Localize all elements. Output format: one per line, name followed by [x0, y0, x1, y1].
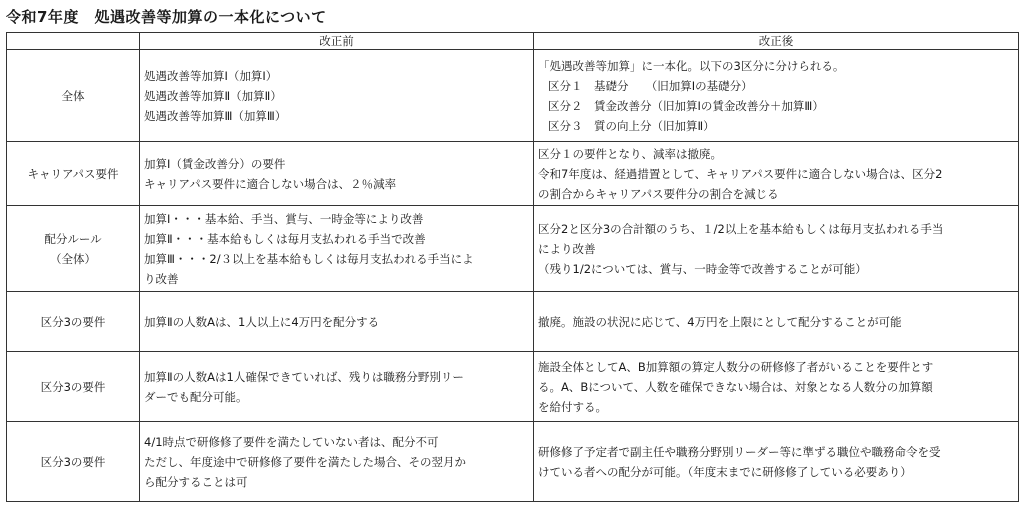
- row-label: [7, 422, 140, 502]
- cell-after: [534, 206, 1019, 292]
- header-before: 改正前: [140, 33, 534, 50]
- table-row: [7, 142, 1019, 206]
- cell-line: ら配分することは可: [144, 474, 248, 489]
- header-empty: [7, 33, 140, 50]
- table-row: [7, 292, 1019, 352]
- cell-line: る。A、Bについて、人数を確保できない場合は、対象となる人数分の加算額: [538, 379, 933, 394]
- cell-line: 施設全体としてA、B加算額の算定人数分の研修修了者がいることを要件とす: [538, 359, 934, 374]
- cell-before: [140, 352, 534, 422]
- table-row: [7, 206, 1019, 292]
- cell-line: 撤廃。施設の状況に応じて、4万円を上限にとして配分することが可能: [538, 314, 902, 329]
- cell-after: [534, 292, 1019, 352]
- row-label-line: 区分3の要件: [40, 314, 106, 329]
- cell-before: [140, 292, 534, 352]
- table-row: [7, 422, 1019, 502]
- cell-line: 加算Ⅱ・・・基本給もしくは毎月支払われる手当で改善: [144, 231, 426, 246]
- row-label: [7, 206, 140, 292]
- cell-line: 研修修了予定者で副主任や職務分野別リーダー等に準ずる職位や職務命令を受: [538, 444, 941, 459]
- cell-line: 4/1時点で研修修了要件を満たしていない者は、配分不可: [144, 434, 439, 449]
- cell-line: 加算Ⅰ・・・基本給、手当、賞与、一時金等により改善: [144, 211, 424, 226]
- cell-line: 区分２ 賃金改善分（旧加算Ⅰの賃金改善分＋加算Ⅲ）: [548, 98, 824, 113]
- cell-line: ダーでも配分可能。: [144, 389, 248, 404]
- cell-line: 「処遇改善等加算」に一本化。以下の3区分に分けられる。: [538, 58, 845, 73]
- cell-after: [534, 352, 1019, 422]
- cell-line: （残り1/2については、賞与、一時金等で改善することが可能）: [538, 261, 867, 276]
- cell-line: 加算Ⅲ・・・2/３以上を基本給もしくは毎月支払われる手当によ: [144, 251, 474, 266]
- cell-line: ただし、年度途中で研修修了要件を満たした場合、その翌月か: [144, 454, 466, 469]
- cell-line: 区分１ 基礎分 （旧加算Ⅰの基礎分）: [548, 78, 753, 93]
- cell-line: を給付する。: [538, 399, 607, 414]
- cell-line: けている者への配分が可能。（年度末までに研修修了している必要あり）: [538, 464, 912, 479]
- cell-line: 処遇改善等加算Ⅲ（加算Ⅲ）: [144, 108, 287, 123]
- row-label-line: （全体）: [50, 251, 96, 266]
- row-label-line: キャリアパス要件: [27, 166, 119, 181]
- row-label-line: 区分3の要件: [40, 379, 106, 394]
- cell-before: [140, 422, 534, 502]
- cell-line: 加算Ⅰ（賃金改善分）の要件: [144, 156, 286, 171]
- comparison-table: [6, 32, 1019, 502]
- table-row: [7, 50, 1019, 142]
- cell-line: 処遇改善等加算Ⅱ（加算Ⅱ）: [144, 88, 282, 103]
- row-label-line: 全体: [61, 88, 85, 103]
- cell-line: 処遇改善等加算Ⅰ（加算Ⅰ）: [144, 68, 278, 83]
- table-row: [7, 352, 1019, 422]
- cell-before: [140, 142, 534, 206]
- cell-line: キャリアパス要件に適合しない場合は、２％減率: [144, 176, 397, 191]
- cell-line: 区分2と区分3の合計額のうち、１/2以上を基本給もしくは毎月支払われる手当: [538, 221, 944, 236]
- cell-line: により改善: [538, 241, 596, 256]
- cell-line: 区分３ 質の向上分（旧加算Ⅱ）: [548, 118, 715, 133]
- row-label: [7, 50, 140, 142]
- cell-line: の割合からキャリアパス要件分の割合を減じる: [538, 186, 779, 201]
- cell-before: [140, 206, 534, 292]
- cell-after: [534, 422, 1019, 502]
- header-row: [7, 33, 1019, 50]
- row-label-line: 区分3の要件: [40, 454, 106, 469]
- cell-before: [140, 50, 534, 142]
- row-label: [7, 352, 140, 422]
- header-after: 改正後: [534, 33, 1019, 50]
- cell-line: 加算Ⅱの人数Aは、1人以上に4万円を配分する: [144, 314, 380, 329]
- row-label: [7, 142, 140, 206]
- cell-line: 区分１の要件となり、減率は撤廃。: [538, 146, 722, 161]
- document-title: 令和7年度 処遇改善等加算の一本化について: [6, 8, 327, 26]
- cell-line: り改善: [144, 271, 179, 286]
- cell-line: 令和7年度は、経過措置として、キャリアパス要件に適合しない場合は、区分2: [538, 166, 943, 181]
- row-label: [7, 292, 140, 352]
- cell-after: [534, 50, 1019, 142]
- cell-line: 加算Ⅱの人数Aは1人確保できていれば、残りは職務分野別リー: [144, 369, 464, 384]
- row-label-line: 配分ルール: [44, 231, 102, 246]
- cell-after: [534, 142, 1019, 206]
